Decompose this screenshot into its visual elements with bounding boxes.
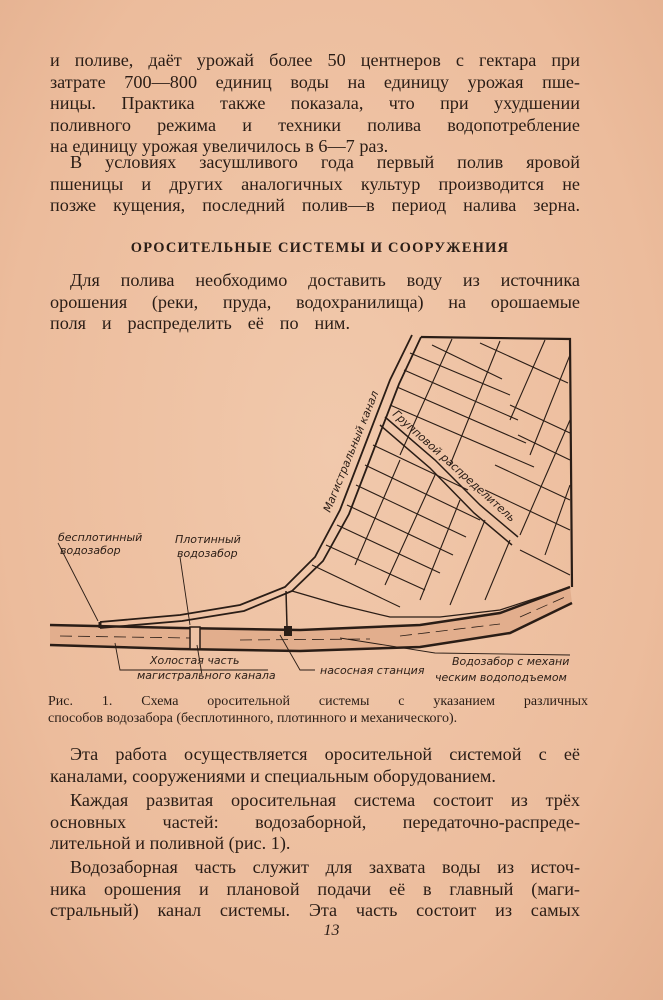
text-line: ницы. Практика также показала, что при ухудшении: [50, 93, 580, 113]
label-damless-2: водозабор: [60, 544, 121, 557]
text-line: стральный) канал системы. Эта часть состоит из самых: [50, 900, 580, 920]
text-line: каналами, сооружениями и специальным оборудованием.: [50, 765, 496, 786]
label-idle-1: Холостая часть: [150, 654, 240, 667]
paragraph-intake-part: [50, 857, 580, 922]
page-number: 13: [323, 922, 340, 939]
paragraph-system-work: [50, 744, 580, 787]
text-line: Эта работа осуществляется оросительной системой с её: [70, 744, 580, 764]
label-mech-2: ческим водоподъемом: [435, 671, 567, 684]
caption-line: Рис. 1. Схема оросительной системы с указанием различных: [48, 694, 588, 709]
label-dam-1: Плотинный: [175, 533, 241, 546]
text-line: позже кущения, последний полив—в период налива зерна.: [50, 195, 580, 215]
text-line: поля и распределить её по ним.: [50, 313, 350, 333]
text-line: Каждая развитая оросительная система состоит из трёх: [70, 790, 580, 810]
label-mech-1: Водозабор с механи: [452, 655, 570, 668]
section-heading: ОРОСИТЕЛЬНЫЕ СИСТЕМЫ И СООРУЖЕНИЯ: [130, 240, 510, 256]
diagram-svg: [40, 325, 640, 695]
text-line: на единицу урожая увеличилось в 6—7 раз.: [50, 136, 389, 156]
main-canal-left-bank: [100, 335, 412, 622]
paragraph-irrigation-yield: [50, 50, 580, 158]
text-line: лительной и поливной (рис. 1).: [50, 833, 291, 853]
pump-pipe: [286, 591, 287, 627]
label-group-distributor: Групповой распределитель: [389, 407, 519, 525]
text-line: ника орошения и плановой подачи её в главный (маги-: [50, 878, 580, 899]
paragraph-drought-watering: [50, 152, 580, 217]
text-line: В условиях засушливого года первый полив яровой: [70, 152, 580, 172]
text-line: основных частей: водозаборной, передаточно-распреде-: [50, 811, 580, 832]
text-line: и поливе, даёт урожай более 50 центнеров с гектара при: [50, 50, 580, 70]
label-pump-station: насосная станция: [320, 664, 425, 677]
main-canal-right-bank: [100, 337, 421, 628]
label-main-canal: Магистральный канал: [320, 388, 382, 515]
field-plots-grid: [312, 339, 570, 607]
text-line: поливного режима и техники полива водопотребление: [50, 114, 580, 135]
text-line: Водозаборная часть служит для захвата воды из источ-: [70, 857, 580, 877]
paragraph-system-parts: [50, 790, 580, 855]
text-line: пшеницы и других аналогичных культур производится не: [50, 173, 580, 194]
label-dam-2: водозабор: [177, 547, 238, 560]
irrigation-system-diagram: [40, 325, 640, 695]
group-distributor-bank-a: [385, 417, 518, 537]
text-line: орошения (реки, пруда, водохранилища) на орошаемые: [50, 291, 580, 312]
label-damless-1: бесплотинный: [58, 531, 143, 544]
figure-caption: [48, 693, 588, 727]
pump-station-mark: [284, 626, 292, 636]
caption-line: способов водозабора (бесплотинного, плотинного и механического).: [48, 711, 458, 726]
text-line: затрате 700—800 единиц воды на единицу урожая пше-: [50, 71, 580, 92]
label-idle-2: магистрального канала: [137, 669, 276, 682]
dam-intake-structure: [190, 627, 200, 649]
text-line: Для полива необходимо доставить воду из источника: [70, 270, 580, 290]
